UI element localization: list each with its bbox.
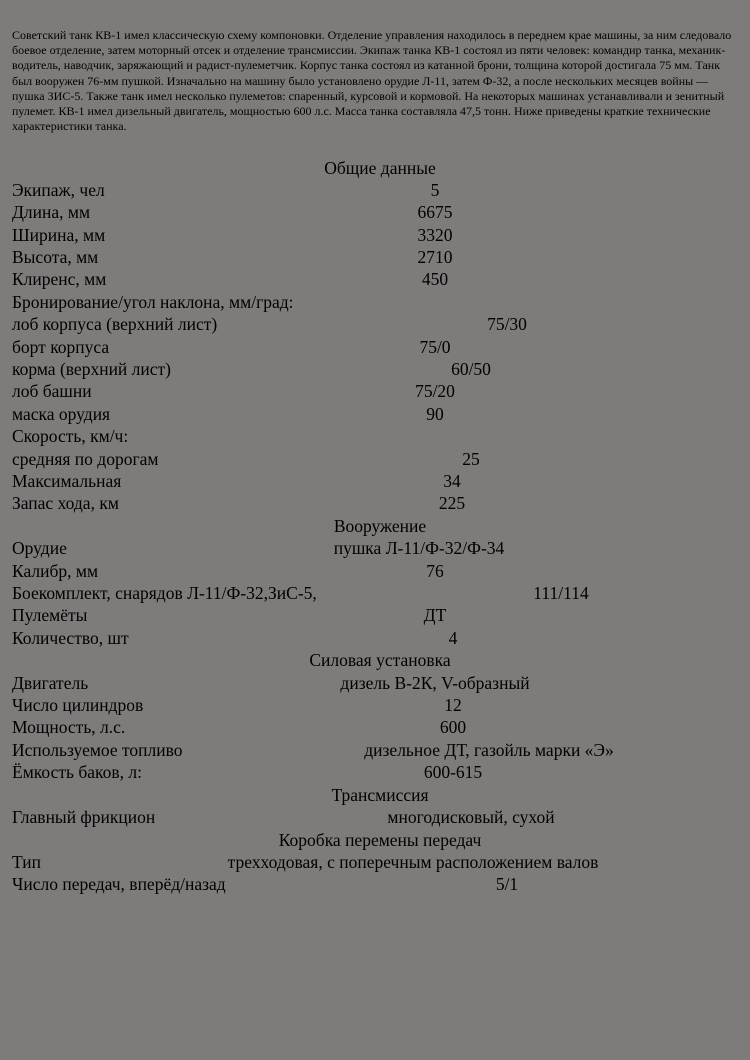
- spec-value: 600-615: [423, 762, 483, 782]
- spec-label: Клиренс, мм: [12, 269, 107, 289]
- spec-label: Двигатель: [12, 673, 89, 693]
- spec-value: 450: [421, 269, 449, 289]
- spec-label: Ширина, мм: [12, 225, 106, 245]
- spec-row-hull-rear: [12, 358, 750, 380]
- spec-row-hull-side: [12, 336, 750, 358]
- spec-label: средняя по дорогам: [12, 449, 159, 469]
- spec-label: Боекомплект, снарядов Л-11/Ф-32,ЗиС-5,: [12, 583, 317, 603]
- spec-row-tank-capacity: [12, 761, 750, 783]
- spec-value: 4: [448, 628, 458, 648]
- spec-row-gun-mantlet: [12, 403, 750, 425]
- heading-gearbox: Коробка перемены передач: [278, 830, 482, 850]
- spec-value: 75/0: [419, 337, 451, 357]
- spec-label: Число передач, вперёд/назад: [12, 874, 226, 894]
- spec-value: 75/30: [487, 314, 527, 334]
- spec-label: Количество, шт: [12, 628, 129, 648]
- spec-value: 5/1: [495, 874, 519, 894]
- spec-value: 75/20: [415, 381, 455, 401]
- spec-label: Бронирование/угол наклона, мм/град:: [12, 292, 294, 312]
- spec-label: лоб корпуса (верхний лист): [12, 314, 218, 334]
- spec-value: дизель В-2К, V-образный: [340, 673, 530, 693]
- heading-transmission: Трансмиссия: [331, 785, 429, 805]
- intro-paragraph: Советский танк КВ-1 имел классическую схему компоновки. Отделение управления находилось в переднем крае машины, за ним следовало боевое отделение, затем моторный отсек и отделение трансмиссии. Экипаж танка КВ-1 состоял из пяти человек: командир танка, механик-водитель, наводчик, заряжающий и радист-пулеметчик. Корпус танка состоял из катанной брони, толщина которой достигала 75 мм. Танк был вооружен 76-мм пушкой. Изначально на машину было установлено орудие Л-11, затем Ф-32, а после нескольких месяцев войны — пушка ЗИС-5. Также танк имел несколько пулеметов: спаренный, курсовой и кормовой. На некоторых машинах устанавливали и зенитный пулемет. КВ-1 имел дизельный двигатель, мощностью 600 л.с. Масса танка составляла 47,5 тонн. Ниже приведены краткие технические характеристики танка.: [12, 28, 732, 134]
- heading-powerplant: Силовая установка: [309, 650, 451, 670]
- spec-label: лоб башни: [12, 381, 92, 401]
- spec-label: Число цилиндров: [12, 695, 144, 715]
- spec-value: 111/114: [533, 583, 589, 603]
- spec-value: 5: [430, 180, 440, 200]
- spec-row-caliber: [12, 560, 750, 582]
- spec-row-gun: [12, 537, 750, 559]
- spec-value: 76: [426, 561, 444, 581]
- spec-row-range: [12, 492, 750, 514]
- spec-label: Скорость, км/ч:: [12, 426, 129, 446]
- spec-row-length: [12, 201, 750, 223]
- spec-row-gearbox-type: [12, 851, 750, 873]
- spec-label: Тип: [12, 852, 41, 872]
- spec-label: маска орудия: [12, 404, 111, 424]
- spec-value: 6675: [417, 202, 453, 222]
- spec-row-crew: [12, 179, 750, 201]
- spec-value: 12: [444, 695, 462, 715]
- spec-value: трехходовая, с поперечным расположением валов: [227, 852, 599, 872]
- spec-row-cylinders: [12, 694, 750, 716]
- spec-row-engine: [12, 672, 750, 694]
- spec-value: дизельное ДТ, газойль марки «Э»: [364, 740, 614, 760]
- spec-label: Ёмкость баков, л:: [12, 762, 142, 782]
- spec-label: Пулемёты: [12, 605, 88, 625]
- spec-row-machine-guns: [12, 604, 750, 626]
- spec-row-turret-front: [12, 380, 750, 402]
- spec-label: Используемое топливо: [12, 740, 183, 760]
- spec-row-clearance: [12, 268, 750, 290]
- spec-value: 34: [443, 471, 461, 491]
- spec-row-main-clutch: [12, 806, 750, 828]
- spec-row-mg-count: [12, 627, 750, 649]
- spec-row-fuel: [12, 739, 750, 761]
- spec-label: корма (верхний лист): [12, 359, 172, 379]
- spec-label: Максимальная: [12, 471, 122, 491]
- spec-value: 25: [462, 449, 480, 469]
- spec-value: многодисковый, сухой: [387, 807, 555, 827]
- spec-value: пушка Л-11/Ф-32/Ф-34: [333, 538, 505, 558]
- spec-row-speed-header: [12, 425, 750, 447]
- spec-row-max-speed: [12, 470, 750, 492]
- spec-value: ДТ: [423, 605, 447, 625]
- spec-label: Главный фрикцион: [12, 807, 156, 827]
- spec-label: Экипаж, чел: [12, 180, 105, 200]
- spec-label: Длина, мм: [12, 202, 91, 222]
- spec-row-width: [12, 224, 750, 246]
- spec-label: Высота, мм: [12, 247, 99, 267]
- heading-general: Общие данные: [324, 158, 436, 178]
- spec-value: 3320: [417, 225, 453, 245]
- spec-label: Запас хода, км: [12, 493, 119, 513]
- spec-label: Калибр, мм: [12, 561, 99, 581]
- spec-value: 90: [426, 404, 444, 424]
- spec-value: 600: [439, 717, 467, 737]
- spec-row-gear-count: [12, 873, 750, 895]
- spec-label: Орудие: [12, 538, 67, 558]
- spec-row-hull-front: [12, 313, 750, 335]
- heading-armament: Вооружение: [333, 516, 427, 536]
- spec-label: Мощность, л.с.: [12, 717, 126, 737]
- spec-row-ammo: [12, 582, 750, 604]
- spec-row-road-speed: [12, 448, 750, 470]
- spec-row-armor-header: [12, 291, 750, 313]
- spec-row-height: [12, 246, 750, 268]
- spec-value: 225: [438, 493, 466, 513]
- spec-value: 2710: [417, 247, 453, 267]
- spec-row-power: [12, 716, 750, 738]
- spec-value: 60/50: [451, 359, 491, 379]
- spec-label: борт корпуса: [12, 337, 110, 357]
